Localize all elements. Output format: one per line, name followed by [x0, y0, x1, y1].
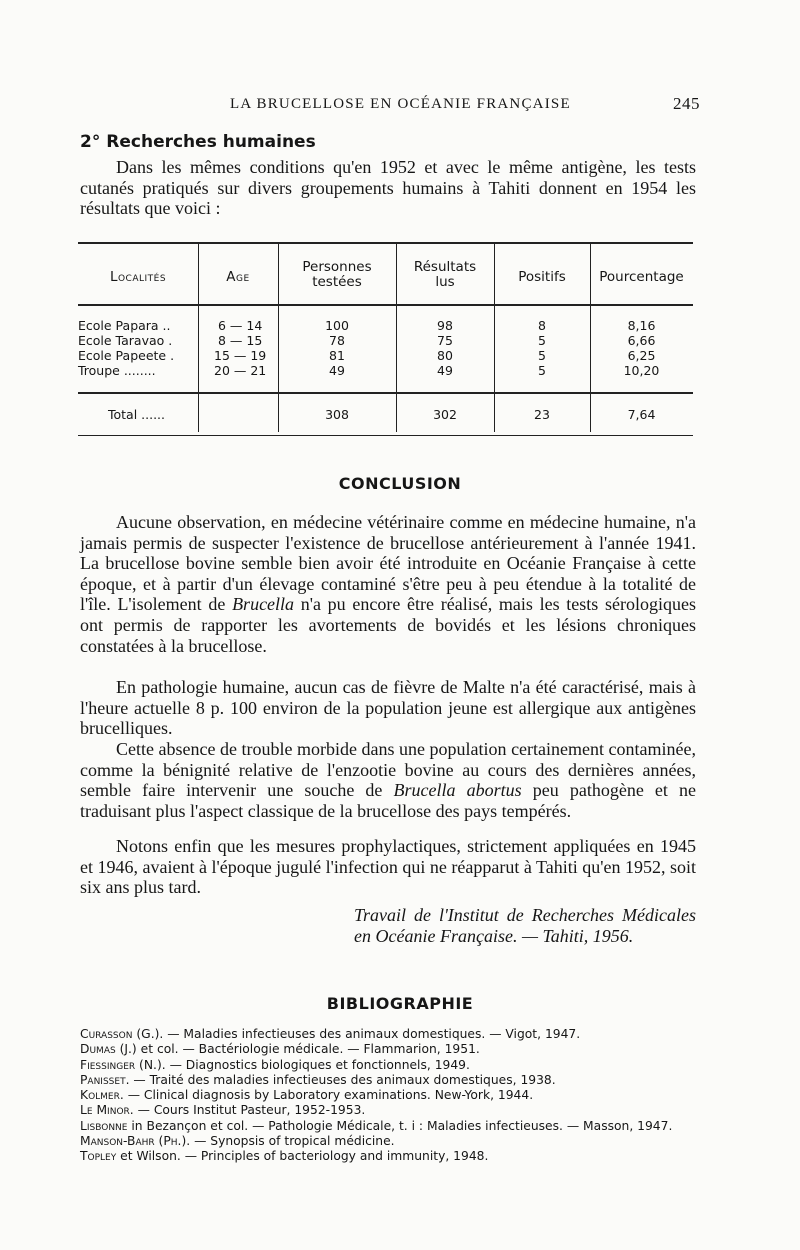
- bib-author: Manson-Bahr (Ph.).: [80, 1134, 191, 1149]
- cell-resultats: 98: [437, 318, 453, 333]
- cell-positifs: 5: [538, 333, 546, 348]
- cell-age: 20 — 21: [214, 363, 267, 378]
- conclusion-p3-species: Brucella abortus: [393, 780, 522, 801]
- header-localites: Localités: [109, 269, 167, 285]
- bib-author: Dumas (J.): [80, 1042, 137, 1057]
- section-heading: Recherches humaines: [106, 132, 316, 152]
- bib-author: Topley: [80, 1149, 117, 1164]
- cell-localite: Troupe ........: [78, 363, 156, 378]
- bibliography-entry: [80, 1134, 696, 1149]
- bibliography-heading: BIBLIOGRAPHIE: [326, 994, 474, 1013]
- cell-resultats: 80: [437, 348, 453, 363]
- cell-localite: Ecole Taravao .: [78, 333, 173, 348]
- cell-pourcentage: 10,20: [623, 363, 660, 378]
- conclusion-heading: CONCLUSION: [338, 474, 462, 493]
- header-age: Age: [226, 269, 250, 285]
- conclusion-p3-text-end: peu pathogène et ne traduisant plus l'aspect classique de la brucellose des pays tempérés.: [80, 780, 697, 821]
- cell-resultats: 75: [437, 333, 453, 348]
- cell-localite: Ecole Papara ..: [78, 318, 171, 333]
- bib-author: Kolmer.: [80, 1088, 124, 1103]
- bib-text: et col. — Bactériologie médicale. — Flammarion, 1951.: [136, 1042, 480, 1057]
- conclusion-p3-text: Cette absence de trouble morbide dans une population certainement contaminée, comme la bénignité relative de l'enzootie bovine au cours des dernières années, semble faire intervenir une souche de: [80, 739, 696, 801]
- bibliography-entry: [80, 1042, 696, 1057]
- cell-positifs: 8: [538, 318, 546, 333]
- cell-age: 6 — 14: [218, 318, 263, 333]
- intro-paragraph: Dans les mêmes conditions qu'en 1952 et avec le même antigène, les tests cutanés pratiqués sur divers groupements humains à Tahiti donnent en 1954 les résultats que voici :: [80, 157, 696, 219]
- cell-total-label: Total ......: [108, 407, 166, 422]
- bibliography-entry: [80, 1149, 696, 1164]
- total-rule: [78, 392, 693, 394]
- page-number: 245: [673, 94, 700, 113]
- conclusion-paragraph-4: Notons enfin que les mesures prophylactiques, strictement appliquées en 1945 et 1946, avaient à l'époque jugulé l'infection qui ne réapparut à Tahiti qu'en 1952, soit six ans plus tard.: [80, 836, 696, 898]
- cell-total-personnes: 308: [325, 407, 349, 422]
- bib-text: in Bezançon et col. — Pathologie Médicale, t. i : Maladies infectieuses. — Masson, 1947.: [127, 1118, 673, 1133]
- bibliography-entry: [80, 1027, 696, 1042]
- conclusion-p1-text: Aucune observation, en médecine vétérinaire comme en médecine humaine, n'a jamais permis de suspecter l'existence de brucellose antérieurement à l'année 1941. La brucellose bovine semble bien avoir été introduite en Océanie Française à cette époque, et à partir d'un élevage contaminé s'être peu à peu étendue à la totalité de l'île. L'isolement de: [80, 512, 696, 615]
- cell-resultats: 49: [437, 363, 453, 378]
- header-personnes-line1: Personnes: [302, 259, 372, 275]
- bibliography-entry: [80, 1119, 696, 1134]
- conclusion-paragraph-2: En pathologie humaine, aucun cas de fièvre de Malte n'a été caractérisé, mais à l'heure actuelle 8 p. 100 environ de la population jeune est allergique aux antigènes brucelliques.: [80, 677, 696, 739]
- bib-text: — Diagnostics biologiques et fonctionnels, 1949.: [165, 1057, 470, 1072]
- header-pourcentage: Pourcentage: [599, 269, 684, 285]
- cell-personnes: 100: [325, 318, 349, 333]
- bib-author: Fiessinger (N.).: [80, 1057, 166, 1072]
- conclusion-p1-genus: Brucella: [232, 594, 295, 615]
- conclusion-paragraph-1: [80, 512, 696, 656]
- bibliography-entry: [80, 1103, 696, 1118]
- header-rule: [78, 304, 693, 306]
- bib-text: — Clinical diagnosis by Laboratory examinations. New-York, 1944.: [123, 1088, 534, 1103]
- bibliography-entry: [80, 1058, 696, 1073]
- cell-pourcentage: 6,25: [627, 348, 656, 363]
- bib-text: — Maladies infectieuses des animaux domestiques. — Vigot, 1947.: [163, 1027, 581, 1041]
- header-resultats-line1: Résultats: [413, 259, 477, 275]
- bib-text: — Synopsis of tropical médicine.: [190, 1134, 395, 1149]
- cell-age: 8 — 15: [218, 333, 263, 348]
- cell-positifs: 5: [538, 363, 546, 378]
- results-table: [78, 242, 693, 442]
- cell-age: 15 — 19: [214, 348, 267, 363]
- section-title: [80, 132, 316, 152]
- header-positifs: Positifs: [518, 269, 566, 285]
- table-bottom-rule: [78, 435, 693, 436]
- cell-total-positifs: 23: [534, 407, 550, 422]
- cell-personnes: 78: [329, 333, 345, 348]
- cell-personnes: 49: [329, 363, 345, 378]
- bibliography-entry: [80, 1088, 696, 1103]
- bib-text: — Cours Institut Pasteur, 1952-1953.: [133, 1103, 366, 1118]
- bibliography-entry: [80, 1073, 696, 1088]
- cell-personnes: 81: [329, 348, 345, 363]
- cell-total-pourcentage: 7,64: [627, 407, 656, 422]
- cell-pourcentage: 8,16: [627, 318, 656, 333]
- bib-text: et Wilson. — Principles of bacteriology and immunity, 1948.: [116, 1149, 489, 1164]
- cell-positifs: 5: [538, 348, 546, 363]
- cell-localite: Ecole Papeete .: [78, 348, 175, 363]
- bib-text: — Traité des maladies infectieuses des animaux domestiques, 1938.: [129, 1072, 556, 1087]
- author-signature: Travail de l'Institut de Recherches Médicales en Océanie Française. — Tahiti, 1956.: [354, 905, 696, 946]
- header-resultats-line2: lus: [435, 274, 455, 290]
- header-personnes-line2: testées: [312, 274, 362, 290]
- conclusion-p1-text-end: n'a pu encore être réalisé, mais les tests sérologiques ont permis de rapporter les avortements de bovidés et les lésions chroniques constatées à la brucellose.: [80, 594, 696, 656]
- bib-author: Curasson (G.).: [80, 1027, 164, 1041]
- header-resultats: [396, 260, 494, 290]
- bib-author: Le Minor.: [80, 1103, 134, 1118]
- bib-author: Lisbonne: [80, 1118, 128, 1133]
- bib-author: Panisset.: [80, 1072, 130, 1087]
- header-personnes: [278, 260, 396, 290]
- conclusion-paragraph-3: [80, 739, 696, 821]
- running-head-title: LA BRUCELLOSE EN OCÉANIE FRANÇAISE: [230, 96, 571, 112]
- bibliography-list: [80, 1027, 696, 1165]
- table-top-rule: [78, 242, 693, 244]
- cell-pourcentage: 6,66: [627, 333, 656, 348]
- section-number: 2°: [80, 132, 101, 152]
- running-head: [230, 96, 700, 118]
- cell-total-resultats: 302: [433, 407, 457, 422]
